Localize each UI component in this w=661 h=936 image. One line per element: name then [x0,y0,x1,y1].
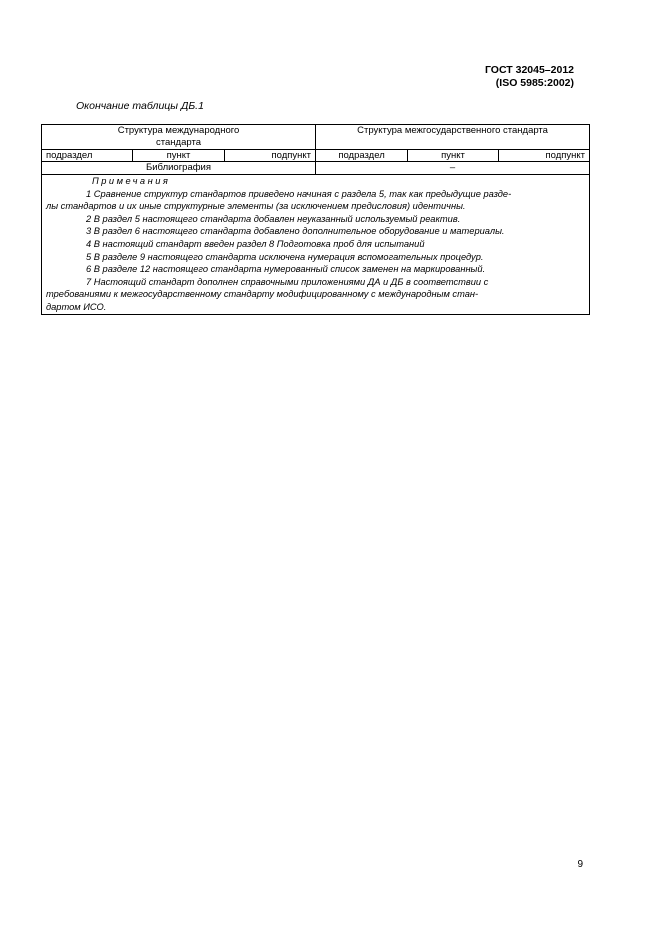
note-6: 6 В разделе 12 настоящего стандарта нумерованный список заменен на маркированный. [86,264,486,275]
interstate-subsection-header: подраздел [316,150,408,162]
table-subheader-row [42,150,590,162]
document-header [485,64,574,90]
note-4: 4 В настоящий стандарт введен раздел 8 Подготовка проб для испытаний [86,238,425,249]
intl-subsection-header: подраздел [42,150,133,162]
interstate-structure-header: Структура межгосударственного стандарта [316,125,590,150]
notes-row [42,175,590,315]
note-1-line-2: лы стандартов и их иные структурные элементы (за исключением предисловия) идентичны. [46,201,466,212]
note-5: 5 В разделе 9 настоящего стандарта исключена нумерация вспомогательных процедур. [86,251,484,262]
intl-subclause-header: подпункт [225,150,316,162]
interstate-subclause-header: подпункт [499,150,590,162]
intl-clause-header: пункт [133,150,225,162]
intl-structure-header: Структура международного стандарта [42,125,316,150]
table-header-row [42,125,590,150]
note-1-line-1: 1 Сравнение структур стандартов приведено начиная с раздела 5, так как предыдущие разде- [86,188,512,199]
note-7-line-1: 7 Настоящий стандарт дополнен справочными приложениями ДА и ДБ в соответствии с [86,276,489,287]
table-row [42,162,590,175]
note-7-line-2: требованиями к межгосударственному стандарту модифицированному с международным стан- [46,289,479,300]
note-2: 2 В раздел 5 настоящего стандарта добавлен неуказанный используемый реактив. [86,213,461,224]
standard-number: ГОСТ 32045–2012 [484,64,574,76]
page-number: 9 [577,859,583,870]
table-caption: Окончание таблицы ДБ.1 [76,100,204,112]
note-3: 3 В раздел 6 настоящего стандарта добавлено дополнительное оборудование и материалы. [86,226,505,237]
note-7-line-3: дартом ИСО. [46,301,107,312]
interstate-clause-header: пункт [408,150,499,162]
iso-reference: (ISO 5985:2002) [495,77,574,89]
notes-title: Примечания [92,176,171,186]
structure-comparison-table [41,124,590,315]
bibliography-interstate: – [316,162,590,175]
notes-cell [42,175,590,315]
bibliography-intl: Библиография [42,162,316,175]
